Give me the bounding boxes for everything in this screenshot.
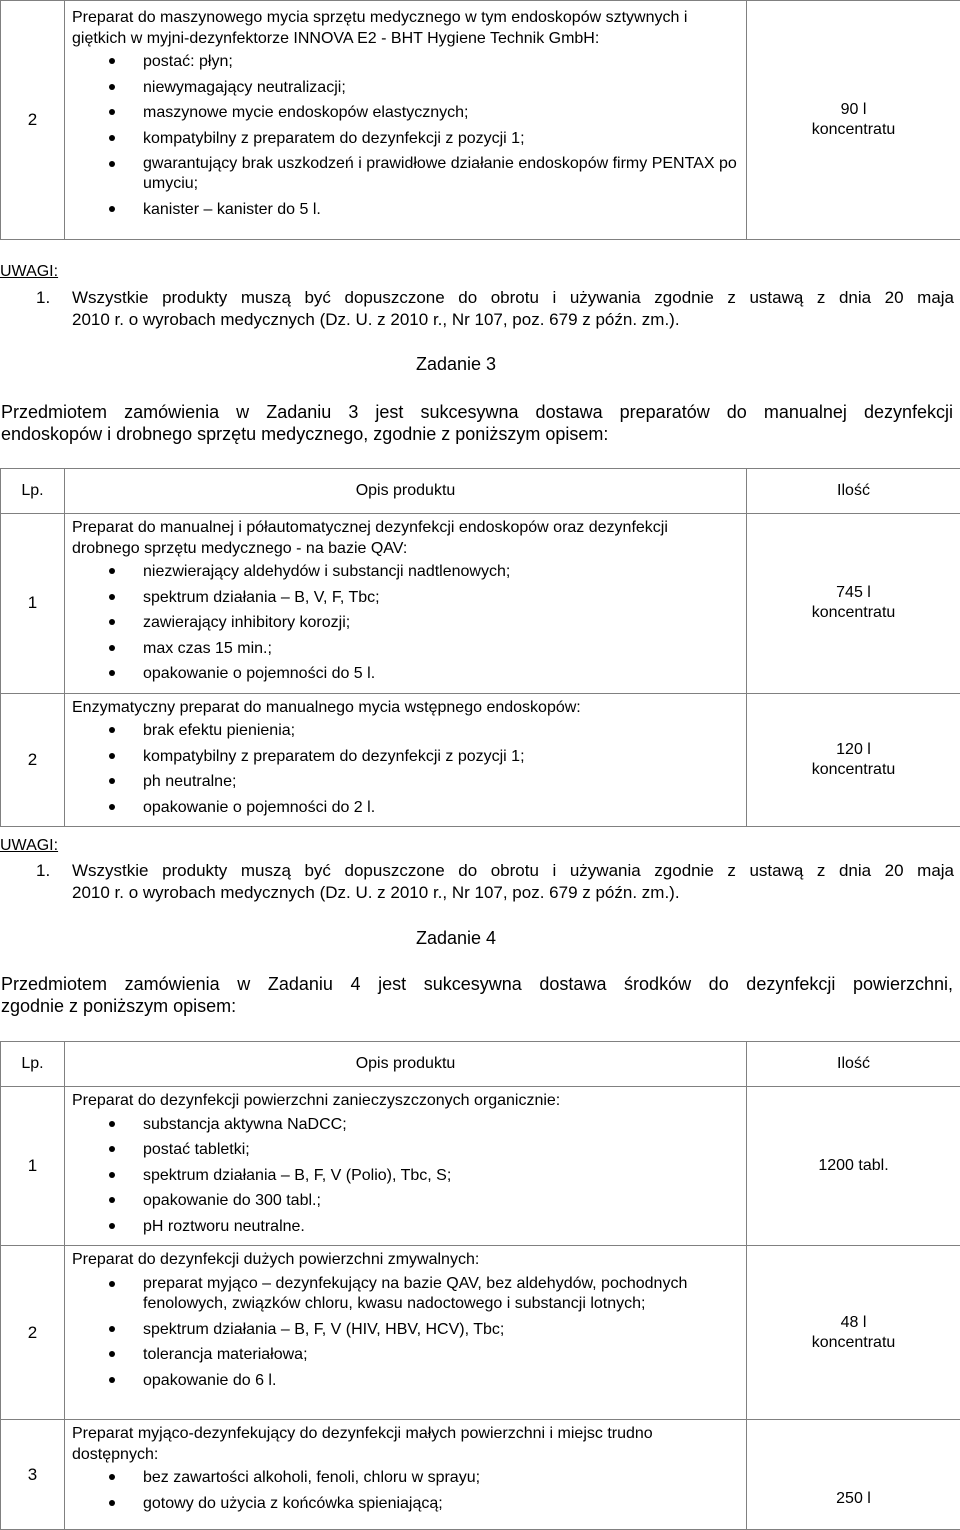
quantity-cell [747,1,960,240]
list-item: pH roztworu neutralne. [72,1214,738,1240]
table-header-row [1,469,960,514]
row-number: 3 [1,1420,65,1530]
header-quantity: Ilość [747,1042,960,1087]
row-number: 1 [1,514,65,694]
zadanie4-table [0,1041,960,1530]
table-row [1,1420,960,1530]
list-item: gwarantujący brak uszkodzeń i prawidłowe działanie endoskopów firmy PENTAX po umyciu; [72,154,738,194]
header-quantity: Ilość [747,469,960,514]
note-text-line-2: 2010 r. o wyrobach medycznych (Dz. U. z 2010 r., Nr 107, poz. 679 z późn. zm.). [36,309,954,331]
table-row [1,514,960,694]
description-line-2: endoskopów i drobnego sprzętu medycznego, zgodnie z poniższym opisem: [1,424,608,444]
quantity-value: 48 l [747,1313,960,1333]
quantity-cell [747,514,960,694]
note-number: 1. [36,287,50,309]
product-description [65,1087,747,1246]
description-line-1: Przedmiotem zamówienia w Zadaniu 4 jest sukcesywna dostawa środków do dezynfekcji powierzchni, [1,973,953,995]
product-features-list [72,1465,738,1516]
quantity-cell [747,693,960,827]
top-spec-table [0,0,960,240]
product-features-list [72,1274,738,1394]
section-heading: Zadanie 4 [0,928,960,949]
quantity-unit: koncentratu [747,760,960,780]
list-item: postać: płyn; [72,49,738,75]
quantity-unit: koncentratu [747,603,960,623]
note-item [36,287,954,331]
list-item: postać tabletki; [72,1137,738,1163]
notes-label: UWAGI: [0,263,58,281]
list-item: ph neutralne; [72,769,738,795]
product-description [65,1420,747,1530]
header-lp: Lp. [1,1042,65,1087]
product-intro: Preparat do maszynowego mycia sprzętu medycznego w tym endoskopów sztywnych i giętkich w myjni-dezynfektorze INNOVA E2 - BHT Hygiene Technik GmbH: [72,8,738,49]
section-description [1,401,953,445]
table-row [1,1246,960,1420]
quantity-unit: koncentratu [747,120,960,140]
list-item: opakowanie o pojemności do 2 l. [72,795,738,821]
quantity-value: 120 l [747,740,960,760]
zadanie3-table [0,468,960,827]
product-intro: Enzymatyczny preparat do manualnego mycia wstępnego endoskopów: [72,698,738,719]
product-description [65,1246,747,1420]
row-number: 2 [1,1,65,240]
list-item: opakowanie o pojemności do 5 l. [72,661,738,687]
row-number: 2 [1,1246,65,1420]
list-item: max czas 15 min.; [72,636,738,662]
section-description [1,973,953,1017]
product-features-list [72,559,738,687]
product-description [65,1,747,240]
table-row [1,1,960,240]
list-item: tolerancja materiałowa; [72,1342,738,1368]
note-item [36,860,954,904]
list-item: zawierający inhibitory korozji; [72,610,738,636]
list-item: opakowanie do 6 l. [72,1368,738,1394]
quantity-cell [747,1420,960,1530]
list-item: gotowy do użycia z końcówka spieniającą; [72,1491,738,1517]
row-number: 2 [1,693,65,827]
list-item: spektrum działania – B, F, V (Polio), Tbc, S; [72,1163,738,1189]
table-row [1,1087,960,1246]
product-intro: Preparat do dezynfekcji powierzchni zanieczyszczonych organicznie: [72,1091,738,1112]
note-number: 1. [36,860,50,882]
list-item: preparat myjąco – dezynfekujący na bazie QAV, bez aldehydów, pochodnych fenolowych, związków chloru, kwasu nadoctowego i substancji lotnych; [72,1274,738,1314]
list-item: brak efektu pienienia; [72,718,738,744]
product-intro: Preparat myjąco-dezynfekujący do dezynfekcji małych powierzchni i miejsc trudno dostępnych: [72,1424,738,1465]
product-features-list [72,49,738,223]
description-line-2: zgodnie z poniższym opisem: [1,996,236,1016]
note-text-line-1: Wszystkie produkty muszą być dopuszczone do obrotu i używania zgodnie z ustawą z dnia 20 maja [36,860,954,882]
list-item: niezwierający aldehydów i substancji nadtlenowych; [72,559,738,585]
product-description [65,693,747,827]
quantity-value: 90 l [747,100,960,120]
row-number: 1 [1,1087,65,1246]
quantity-value: 745 l [747,583,960,603]
list-item: maszynowe mycie endoskopów elastycznych; [72,100,738,126]
list-item: substancja aktywna NaDCC; [72,1112,738,1138]
list-item: opakowanie do 300 tabl.; [72,1188,738,1214]
header-lp: Lp. [1,469,65,514]
quantity-value: 1200 tabl. [747,1156,960,1176]
quantity-cell [747,1246,960,1420]
list-item: niewymagający neutralizacji; [72,75,738,101]
list-item: kanister – kanister do 5 l. [72,197,738,223]
section-heading: Zadanie 3 [0,354,960,375]
quantity-cell [747,1087,960,1246]
product-description [65,514,747,694]
description-line-1: Przedmiotem zamówienia w Zadaniu 3 jest sukcesywna dostawa preparatów do manualnej dezynfekcji [1,401,953,423]
table-row [1,693,960,827]
list-item: spektrum działania – B, F, V (HIV, HBV, HCV), Tbc; [72,1317,738,1343]
quantity-value: 250 l [747,1489,960,1509]
note-text-line-1: Wszystkie produkty muszą być dopuszczone do obrotu i używania zgodnie z ustawą z dnia 20 maja [36,287,954,309]
list-item: kompatybilny z preparatem do dezynfekcji z pozycji 1; [72,126,738,152]
notes-label: UWAGI: [0,837,58,855]
product-intro: Preparat do dezynfekcji dużych powierzchni zmywalnych: [72,1250,738,1271]
header-description: Opis produktu [65,469,747,514]
quantity-unit: koncentratu [747,1333,960,1353]
header-description: Opis produktu [65,1042,747,1087]
table-header-row [1,1042,960,1087]
product-features-list [72,1112,738,1240]
list-item: bez zawartości alkoholi, fenoli, chloru w sprayu; [72,1465,738,1491]
note-text-line-2: 2010 r. o wyrobach medycznych (Dz. U. z 2010 r., Nr 107, poz. 679 z późn. zm.). [36,882,954,904]
product-features-list [72,718,738,820]
list-item: kompatybilny z preparatem do dezynfekcji z pozycji 1; [72,744,738,770]
list-item: spektrum działania – B, V, F, Tbc; [72,585,738,611]
product-intro: Preparat do manualnej i półautomatycznej dezynfekcji endoskopów oraz dezynfekcji drobnego sprzętu medycznego - na bazie QAV: [72,518,738,559]
